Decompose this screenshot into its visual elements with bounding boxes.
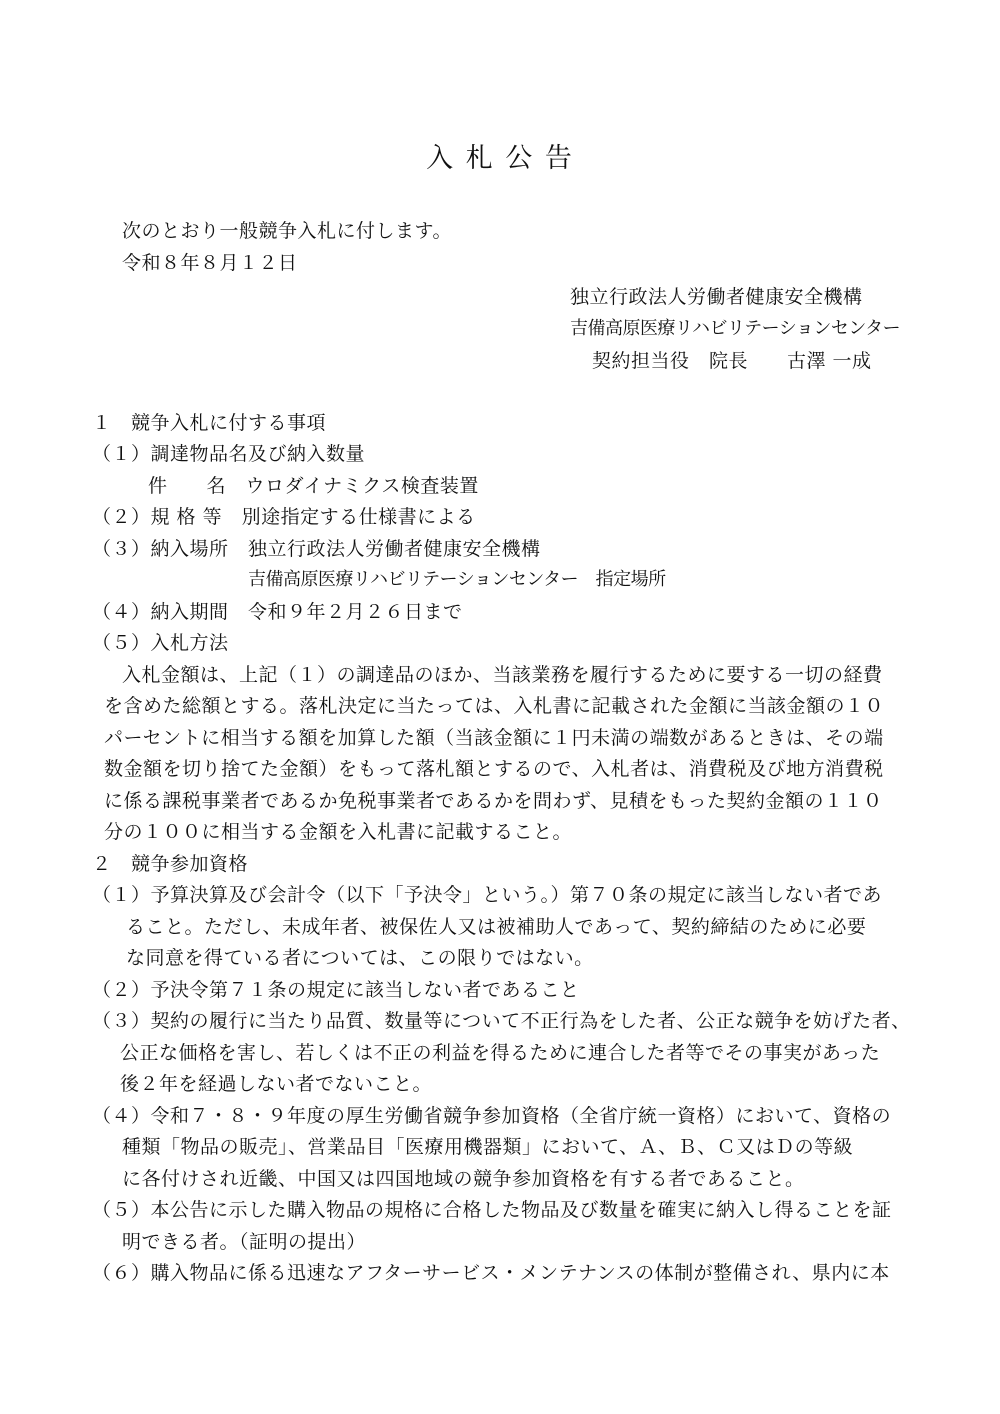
item5-body-line: パーセントに相当する額を加算した額（当該金額に１円未満の端数があるときは、その端	[104, 727, 884, 749]
issuer-center: 吉備高原医療リハビリテーションセンター	[570, 318, 901, 339]
item5-body-line: 入札金額は、上記（１）の調達品のほか、当該業務を履行するために要する一切の経費	[122, 664, 883, 686]
item5-body-line: 数金額を切り捨てた金額）をもって落札額とするので、入札者は、消費税及び地方消費税	[104, 758, 884, 780]
section1-item1-label: （１）調達物品名及び納入数量	[92, 443, 366, 465]
section1-item3-line2: 吉備高原医療リハビリテーションセンター 指定場所	[248, 569, 666, 590]
section1-item3-line1: （３）納入場所 独立行政法人労働者健康安全機構	[92, 538, 541, 560]
section2-item5-line: （５）本公告に示した購入物品の規格に合格した物品及び数量を確実に納入し得ることを証	[92, 1199, 892, 1221]
section2-heading: ２ 競争参加資格	[92, 853, 249, 875]
item5-body-line: に係る課税事業者であるか免税事業者であるかを問わず、見積をもった契約金額の１１０	[104, 790, 883, 812]
section2-item5-line: 明できる者。（証明の提出）	[122, 1231, 367, 1253]
item5-body-line: 分の１００に相当する金額を入札書に記載すること。	[104, 821, 573, 843]
section2-item1-line: な同意を得ている者については、この限りではない。	[126, 947, 594, 969]
intro-text: 次のとおり一般競争入札に付します。	[122, 220, 452, 242]
section1-item4: （４）納入期間 令和９年２月２６日まで	[92, 601, 463, 623]
issue-date: 令和８年８月１２日	[122, 252, 298, 274]
section1-item2: （２）規 格 等 別途指定する仕様書による	[92, 506, 476, 528]
issuer-organization: 独立行政法人労働者健康安全機構	[570, 286, 863, 308]
section2-item2-line: （２）予決令第７１条の規定に該当しない者であること	[92, 979, 580, 1001]
section2-item1-line: ること。ただし、未成年者、被保佐人又は被補助人であって、契約締結のために必要	[126, 916, 867, 938]
section2-item3-line: （３）契約の履行に当たり品質、数量等について不正行為をした者、公正な競争を妨げた者、	[92, 1010, 911, 1032]
section2-item3-line: 公正な価格を害し、若しくは不正の利益を得るために連合した者等でその事実があった	[120, 1042, 881, 1064]
section1-item1-subject: 件 名 ウロダイナミクス検査装置	[148, 475, 479, 497]
section1-heading: １ 競争入札に付する事項	[92, 412, 327, 434]
document-title: 入 札 公 告	[426, 143, 574, 174]
section2-item6-line: （６）購入物品に係る迅速なアフターサービス・メンテナンスの体制が整備され、県内に本	[92, 1262, 890, 1284]
section2-item1-line: （１）予算決算及び会計令（以下「予決令」という。）第７０条の規定に該当しない者であ	[92, 884, 883, 906]
section2-item3-line: 後２年を経過しない者でないこと。	[120, 1073, 433, 1095]
section2-item4-line: に各付けされ近畿、中国又は四国地域の競争参加資格を有する者であること。	[122, 1168, 805, 1190]
contract-officer: 契約担当役 院長 古澤 一成	[592, 350, 872, 372]
section1-item5-label: （５）入札方法	[92, 632, 229, 654]
item5-body-line: を含めた総額とする。落札決定に当たっては、入札書に記載された金額に当該金額の１０	[104, 695, 885, 717]
section2-item4-line: （４）令和７・８・９年度の厚生労働省競争参加資格（全省庁統一資格）において、資格の	[92, 1105, 892, 1127]
section2-item4-line: 種類「物品の販売」、営業品目「医療用機器類」において、Ａ、Ｂ、Ｃ又はＤの等級	[122, 1136, 854, 1158]
